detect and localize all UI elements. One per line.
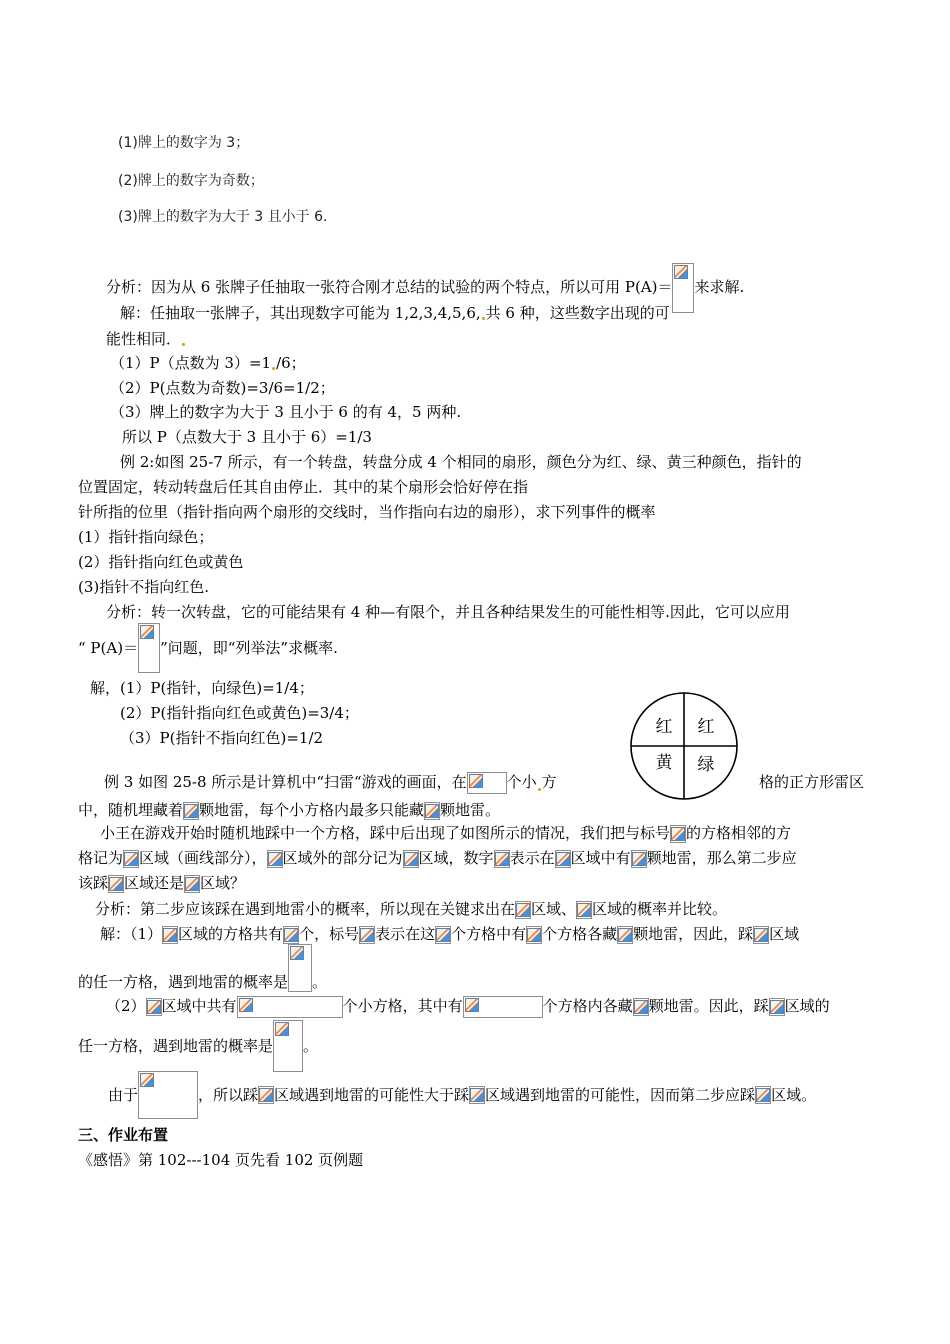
result-2: （2）P(点数为奇数)=3/6=1/2； — [110, 379, 335, 397]
question-3: (3)牌上的数字为大于 3 且小于 6. — [118, 209, 328, 225]
example-2-analysis-cont — [78, 623, 338, 673]
example-3-line-4 — [78, 848, 797, 868]
example-3-part-1 — [100, 924, 799, 944]
image-placeholder-icon — [555, 850, 571, 868]
example-3-analysis — [95, 899, 727, 919]
t: 。 — [312, 973, 328, 991]
spinner-diagram — [628, 690, 740, 802]
t: ，所以踩 — [198, 1086, 259, 1104]
t: 区域的 — [784, 997, 830, 1015]
example-2-item-3: (3)指针不指向红色. — [78, 578, 210, 596]
t: 区域遇到地雷的可能性大于踩 — [274, 1086, 470, 1104]
example-3-part-2 — [106, 996, 830, 1018]
image-placeholder-icon — [494, 850, 510, 868]
result-1 — [110, 353, 306, 373]
t: 颗地雷。 — [440, 801, 501, 819]
sector-top-left: 红 — [655, 717, 673, 737]
example-3-part-1-cont — [78, 944, 327, 994]
formula-image-icon — [138, 623, 160, 673]
t: 的任一方格，遇到地雷的概率是 — [78, 973, 289, 991]
image-placeholder-icon — [146, 998, 162, 1016]
homework-text: 《感悟》第 102---104 页先看 102 页例题 — [78, 1151, 364, 1169]
t: 区域。 — [771, 1086, 817, 1104]
example-3-conclusion — [108, 1071, 816, 1121]
sector-top-right: 红 — [697, 717, 715, 737]
example-3-part-2-cont — [78, 1020, 318, 1074]
t: 任一方格，遇到地雷的概率是 — [78, 1037, 274, 1055]
example-3-line-1 — [104, 772, 557, 794]
image-placeholder-icon — [424, 802, 440, 820]
image-placeholder-icon — [162, 926, 178, 944]
image-placeholder-icon — [267, 850, 283, 868]
example-2-solution-1: 解，(1）P(指针，向绿色)=1/4； — [90, 679, 314, 697]
t: 区域（画线部分）， — [139, 849, 267, 867]
image-placeholder-icon — [670, 825, 686, 843]
sector-bottom-right: 绿 — [697, 755, 715, 775]
image-placeholder-icon — [123, 850, 139, 868]
t: 区域中有 — [570, 849, 631, 867]
example-3-line-5 — [78, 873, 245, 893]
t: 区域、 — [531, 900, 577, 918]
image-placeholder-icon — [617, 926, 633, 944]
solution-1 — [120, 303, 670, 323]
comparison-image-icon — [138, 1071, 198, 1119]
t: 表示在 — [509, 849, 555, 867]
t: 分析：第二步应该踩在遇到地雷小的概率，所以现在关键求出在 — [95, 900, 516, 918]
fraction-image-icon — [273, 1020, 303, 1072]
analysis-2-prefix: “ P(A)＝ — [78, 639, 139, 657]
t: 区域遇到地雷的可能性，因而第二步应踩 — [485, 1086, 756, 1104]
example-2-line-2: 位置固定，转动转盘后任其自由停止．其中的某个扇形会恰好停在指 — [78, 478, 529, 496]
analysis-1-tail: 来求解. — [694, 278, 745, 296]
image-placeholder-icon — [469, 1086, 485, 1104]
dot-mark — [182, 343, 185, 346]
image-placeholder-icon — [403, 850, 419, 868]
homework-heading: 三、作业布置 — [78, 1126, 169, 1144]
t: 区域中共有 — [161, 997, 237, 1015]
image-placeholder-icon — [184, 875, 200, 893]
image-placeholder-icon — [633, 998, 649, 1016]
t: 区域？ — [200, 874, 246, 892]
t: 个方格中有 — [451, 925, 527, 943]
t: 小王在游戏开始时随机地踩中一个方格，踩中后出现了如图所示的情况，我们把与标号 — [100, 824, 671, 842]
question-1: (1)牌上的数字为 3； — [118, 135, 250, 151]
t: 区域，数字 — [418, 849, 494, 867]
example-2-item-2: (2）指针指向红色或黄色 — [78, 553, 244, 571]
example-3-line-3 — [100, 823, 791, 843]
analysis-1-text: 分析：因为从 6 张牌子任抽取一张符合刚才总结的试验的两个特点，所以可用 P(A)＝ — [106, 278, 673, 296]
t: 颗地雷，那么第二步应 — [646, 849, 797, 867]
example-2-line-1: 例 2:如图 25-7 所示，有一个转盘，转盘分成 4 个相同的扇形，颜色分为红、绿、黄三种颜色，指针的 — [120, 453, 802, 471]
sector-bottom-left: 黄 — [655, 753, 673, 773]
example-3-line-1-end: 格的正方形雷区 — [759, 773, 865, 791]
solution-1-text: 解：任抽取一张牌子，其出现数字可能为 1,2,3,4,5,6, — [120, 304, 481, 322]
fraction-image-icon — [288, 944, 312, 992]
image-placeholder-icon — [467, 772, 507, 794]
analysis-2-suffix: ”问题，即“列举法”求概率. — [160, 639, 338, 657]
t: 个，标号 — [299, 925, 360, 943]
t: 由于 — [108, 1086, 139, 1104]
ex3-l1-small: 个小 — [506, 773, 537, 791]
question-2: (2)牌上的数字为奇数； — [118, 173, 264, 189]
image-placeholder-icon — [769, 998, 785, 1016]
t: 表示在这 — [375, 925, 436, 943]
example-2-line-3: 针所指的位里（指针指向两个扇形的交线时，当作指向右边的扇形），求下列事件的概率 — [78, 503, 656, 521]
example-2-analysis: 分析：转一次转盘，它的可能结果有 4 种—有限个，并且各种结果发生的可能性相等.因此，它可以应用 — [106, 603, 790, 621]
t: 颗地雷，每个小方格内最多只能藏 — [199, 801, 425, 819]
t: 的方格相邻的方 — [686, 824, 792, 842]
t: 格记为 — [78, 849, 124, 867]
t: 区域的方格共有 — [178, 925, 284, 943]
t: （2） — [106, 997, 146, 1015]
solution-1-cont-text: 能性相同． — [106, 330, 182, 348]
image-placeholder-icon — [237, 996, 343, 1018]
dot-mark — [272, 367, 275, 370]
image-placeholder-icon — [753, 926, 769, 944]
image-placeholder-icon — [631, 850, 647, 868]
t: 。 — [303, 1037, 319, 1055]
result-1-text: （1）P（点数为 3）=1 — [110, 354, 272, 372]
image-placeholder-icon — [526, 926, 542, 944]
dot-mark — [482, 317, 485, 320]
t: 解：（1） — [100, 925, 163, 943]
t: 该踩 — [78, 874, 109, 892]
t: 区域还是 — [124, 874, 185, 892]
solution-1-tail: 共 6 种，这些数字出现的可 — [485, 304, 670, 322]
t: 颗地雷。因此，踩 — [648, 997, 769, 1015]
example-3-line-2 — [78, 800, 500, 820]
formula-image-icon — [672, 263, 694, 313]
result-1-tail: /6； — [276, 354, 306, 372]
t: 颗地雷，因此，踩 — [633, 925, 754, 943]
image-placeholder-icon — [435, 926, 451, 944]
dot-mark — [538, 788, 541, 791]
image-placeholder-icon — [258, 1086, 274, 1104]
image-placeholder-icon — [755, 1086, 771, 1104]
t: 区域 — [769, 925, 800, 943]
ex3-l1-fang: 方 — [541, 773, 557, 791]
t: 中，随机埋藏着 — [78, 801, 184, 819]
image-placeholder-icon — [359, 926, 375, 944]
ex3-l1-text: 例 3 如图 25-8 所示是计算机中“扫雷“游戏的画面，在 — [104, 773, 467, 791]
image-placeholder-icon — [283, 926, 299, 944]
t: 个小方格，其中有 — [342, 997, 463, 1015]
example-2-solution-2: (2）P(指针指向红色或黄色)=3/4； — [120, 704, 359, 722]
image-placeholder-icon — [108, 875, 124, 893]
result-4: 所以 P（点数大于 3 且小于 6）=1/3 — [122, 428, 372, 446]
example-2-item-1: (1）指针指向绿色； — [78, 528, 214, 546]
solution-1-cont — [106, 329, 186, 349]
image-placeholder-icon — [515, 901, 531, 919]
example-2-solution-3: （3）P(指针不指向红色)=1/2 — [120, 729, 324, 747]
image-placeholder-icon — [183, 802, 199, 820]
result-3: （3）牌上的数字为大于 3 且小于 6 的有 4，5 两种. — [110, 403, 462, 421]
image-placeholder-icon — [463, 996, 543, 1018]
t: 区域外的部分记为 — [282, 849, 403, 867]
t: 区域的概率并比较。 — [592, 900, 728, 918]
t: 个方格各藏 — [542, 925, 618, 943]
image-placeholder-icon — [576, 901, 592, 919]
t: 个方格内各藏 — [542, 997, 633, 1015]
